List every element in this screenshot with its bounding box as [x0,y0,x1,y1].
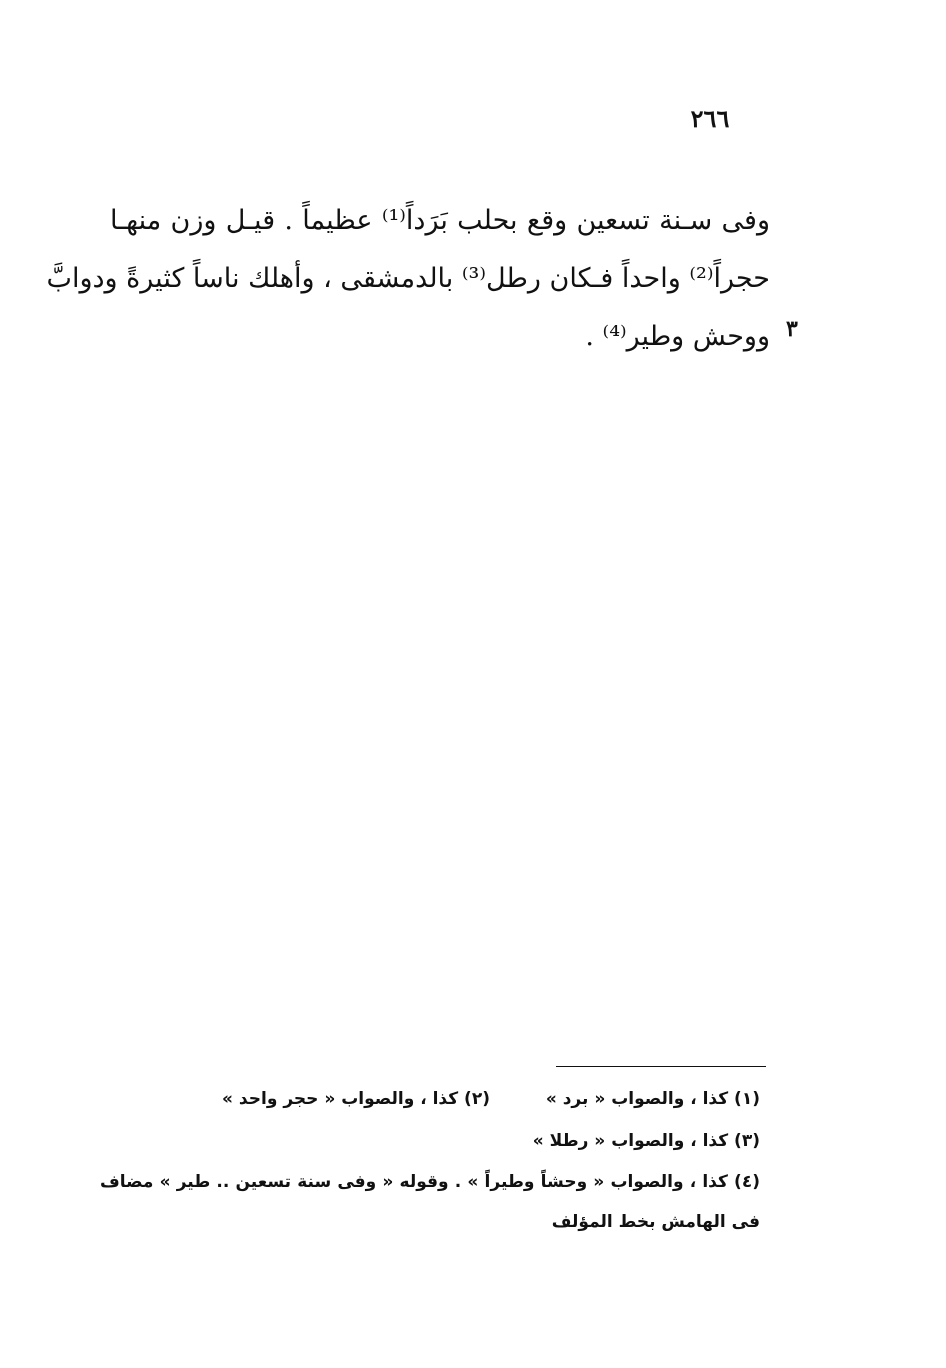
main-text [46,192,770,366]
footnote-2: (٢) كذا ، والصواب « حجر واحد » [222,1089,490,1109]
text-line-3: ووحش وطير⁽⁴⁾ . [585,321,770,352]
margin-line-number: ٣ [786,316,798,342]
page-number: ٢٦٦ [690,104,730,133]
footnote-separator [556,1066,766,1067]
footnote-1: (١) كذا ، والصواب « برد » [545,1089,760,1109]
footnote-4-line-2: فى الهامش بخط المؤلف [551,1212,760,1232]
footnotes [100,1078,760,1242]
footnote-row-1 [100,1078,760,1120]
text-line-1: وفى سـنة تسعين وقع بحلب بَرَداً⁽¹⁾ عظيماً . قيـل وزن منهـا [110,205,770,236]
footnote-4-line-1: (٤) كذا ، والصواب « وحشاً وطيراً » . وقوله « وفى سنة تسعين .. طير » مضاف [100,1172,760,1192]
text-line-2: حجراً⁽²⁾ واحداً فـكان رطل⁽³⁾ بالدمشقى ، وأهلك ناساً كثيرةً ودوابَّ [46,263,770,294]
footnote-4 [100,1162,760,1242]
footnote-3: (٣) كذا ، والصواب « رطلا » [532,1131,760,1151]
